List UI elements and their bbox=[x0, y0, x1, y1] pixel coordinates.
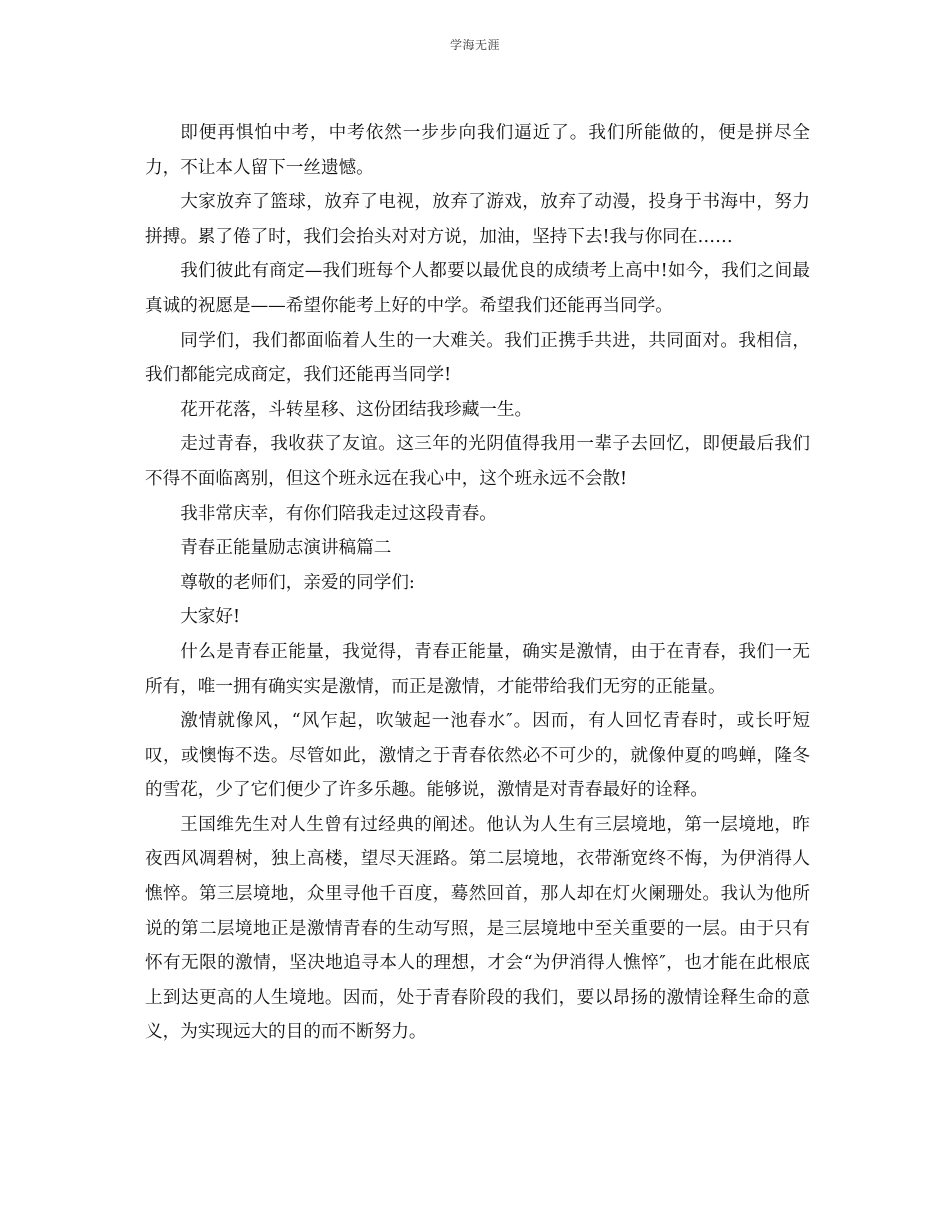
paragraph: 走过青春，我收获了友谊。这三年的光阴值得我用一辈子去回忆，即便最后我们不得不面临离别，但这个班永远在我心中，这个班永远不会散! bbox=[145, 434, 810, 489]
section-title: 青春正能量励志演讲稿篇二 bbox=[180, 538, 392, 559]
paragraph: 花开花落，斗转星移、这份团结我珍藏一生。 bbox=[180, 399, 533, 420]
paragraph: 同学们，我们都面临着人生的一大难关。我们正携手共进，共同面对。我相信，我们都能完成商定，我们还能再当同学! bbox=[145, 330, 810, 386]
paragraph: 我们彼此有商定—我们班每个人都要以最优良的成绩考上高中!如今，我们之间最真诚的祝愿是——希望你能考上好的中学。希望我们还能再当同学。 bbox=[145, 261, 810, 316]
paragraph: 即便再惧怕中考，中考依然一步步向我们逼近了。我们所能做的，便是拼尽全力，不让本人留下一丝遗憾。 bbox=[145, 123, 810, 178]
paragraph: 什么是青春正能量，我觉得，青春正能量，确实是激情，由于在青春，我们一无所有，唯一拥有确实实是激情，而正是激情，才能带给我们无穷的正能量。 bbox=[145, 641, 810, 697]
paragraph: 我非常庆幸，有你们陪我走过这段青春。 bbox=[180, 503, 497, 524]
page-header: 学海无涯 bbox=[449, 38, 500, 52]
paragraph: 王国维先生对人生曾有过经典的阐述。他认为人生有三层境地，第一层境地，昨夜西风凋碧树，独上高楼，望尽天涯路。第二层境地，衣带渐宽终不悔，为伊消得人憔悴。第三层境地，众里寻他千百度，蓦然回首，那人却在灯火阑珊处。我认为他所说的第二层境地正是激情青春的生动写照，是三层境地中至关重要的一层。由于只有怀有无限的激情，坚决地追寻本人的理想，才会“为伊消得人憔悴″，也才能在此根底上到达更高的人生境地。因而，处于青春阶段的我们，要以昂扬的激情诠释生命的意义，为实现远大的目的而不断努力。 bbox=[145, 814, 810, 1043]
salutation: 尊敬的老师们，亲爱的同学们: bbox=[180, 572, 415, 593]
paragraph: 大家放弃了篮球，放弃了电视，放弃了游戏，放弃了动漫，投身于书海中，努力拼搏。累了倦了时，我们会抬头对对方说，加油，坚持下去!我与你同在…… bbox=[145, 192, 810, 247]
greeting: 大家好! bbox=[180, 607, 241, 628]
body-text bbox=[145, 116, 810, 1050]
paragraph: 激情就像风，“风乍起，吹皱起一池春水″。因而，有人回忆青春时，或长吁短叹，或懊悔不迭。尽管如此，激情之于青春依然必不可少的，就像仲夏的鸣蝉，隆冬的雪花，少了它们便少了许多乐趣。能够说，激情是对青春最好的诠释。 bbox=[145, 711, 810, 801]
